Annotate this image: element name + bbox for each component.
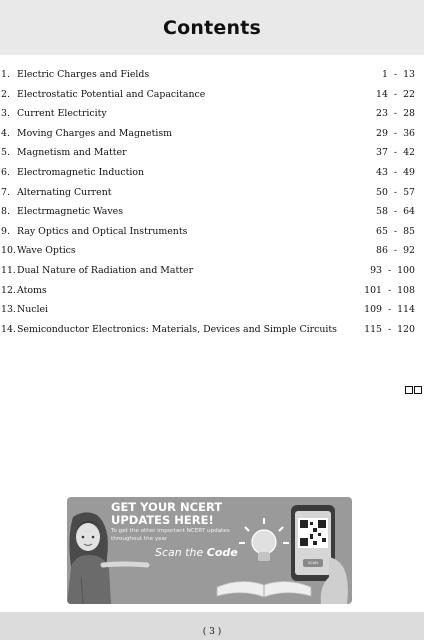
scan-the-code-label: Scan the Code	[155, 546, 238, 559]
chapter-title: Semiconductor Electronics: Materials, Devices and Simple Circuits	[17, 323, 337, 335]
chapter-number: 4.	[1, 127, 10, 139]
chapter-title: Magnetism and Matter	[17, 147, 127, 159]
toc-row[interactable]	[0, 184, 424, 202]
toc-row[interactable]	[0, 242, 424, 260]
phone-scan-label: SCAN	[308, 561, 318, 565]
chapter-number: 8.	[1, 206, 10, 218]
page-range: 23 - 28	[376, 108, 415, 120]
chapter-title: Nuclei	[17, 304, 49, 316]
chapter-title: Dual Nature of Radiation and Matter	[17, 265, 194, 276]
contents-header	[0, 0, 424, 55]
open-book-icon	[217, 581, 311, 597]
chapter-number: 14.	[1, 323, 16, 335]
chapter-title: Electric Charges and Fields	[17, 69, 150, 80]
page-number: ( 3 )	[202, 627, 222, 637]
toc-row[interactable]	[0, 86, 424, 104]
chapter-number: 7.	[1, 186, 10, 198]
chapter-title: Electrmagnetic Waves	[17, 206, 124, 218]
page-title: Contents	[162, 16, 261, 39]
page-range: 65 - 85	[376, 225, 415, 237]
banner-subtext: To get the other important NCERT updates throughout the year	[111, 528, 230, 542]
page-range: 29 - 36	[376, 127, 415, 139]
toc-row[interactable]	[0, 282, 424, 300]
chapter-number: 11.	[1, 265, 16, 276]
toc-row[interactable]	[0, 203, 424, 221]
chapter-title: Wave Optics	[17, 245, 76, 257]
banner-heading: GET YOUR NCERT UPDATES HERE!	[111, 500, 223, 527]
toc-row[interactable]	[0, 321, 424, 339]
page-range: 37 - 42	[376, 147, 415, 159]
chapter-number: 2.	[1, 88, 10, 100]
page-range: 58 - 64	[376, 206, 415, 218]
page-range: 86 - 92	[376, 245, 415, 257]
toc-row[interactable]	[0, 301, 424, 319]
page-range: 115 - 120	[364, 323, 415, 335]
chapter-number: 3.	[1, 108, 10, 120]
chapter-title: Current Electricity	[17, 108, 107, 120]
chapter-title: Electromagnetic Induction	[17, 167, 145, 178]
page-footer	[0, 612, 424, 640]
page-range: 101 - 108	[364, 284, 415, 296]
toc-row[interactable]	[0, 223, 424, 241]
page-range: 93 - 100	[370, 265, 415, 276]
page-range: 1 - 13	[382, 69, 415, 80]
end-mark-icon	[405, 386, 422, 394]
chapter-number: 5.	[1, 147, 10, 159]
chapter-title: Alternating Current	[17, 186, 112, 198]
chapter-number: 12.	[1, 284, 16, 296]
chapter-title: Electrostatic Potential and Capacitance	[17, 88, 206, 100]
chapter-number: 9.	[1, 225, 10, 237]
page-range: 50 - 57	[376, 186, 415, 198]
ncert-updates-banner[interactable]	[67, 497, 352, 604]
toc-row[interactable]	[0, 125, 424, 143]
chapter-title: Moving Charges and Magnetism	[17, 127, 173, 139]
chapter-title: Ray Optics and Optical Instruments	[17, 225, 188, 237]
page-range: 14 - 22	[376, 88, 415, 100]
chapter-number: 10.	[1, 245, 16, 257]
toc-row[interactable]	[0, 66, 424, 84]
chapter-number: 1.	[1, 69, 10, 80]
toc-row[interactable]	[0, 144, 424, 162]
toc-row[interactable]	[0, 105, 424, 123]
chapter-title: Atoms	[17, 284, 47, 296]
toc-row[interactable]	[0, 262, 424, 280]
toc-row[interactable]	[0, 164, 424, 182]
page-range: 43 - 49	[376, 167, 415, 178]
chapter-number: 13.	[1, 304, 16, 316]
chapter-number: 6.	[1, 167, 10, 178]
page-range: 109 - 114	[364, 304, 415, 316]
